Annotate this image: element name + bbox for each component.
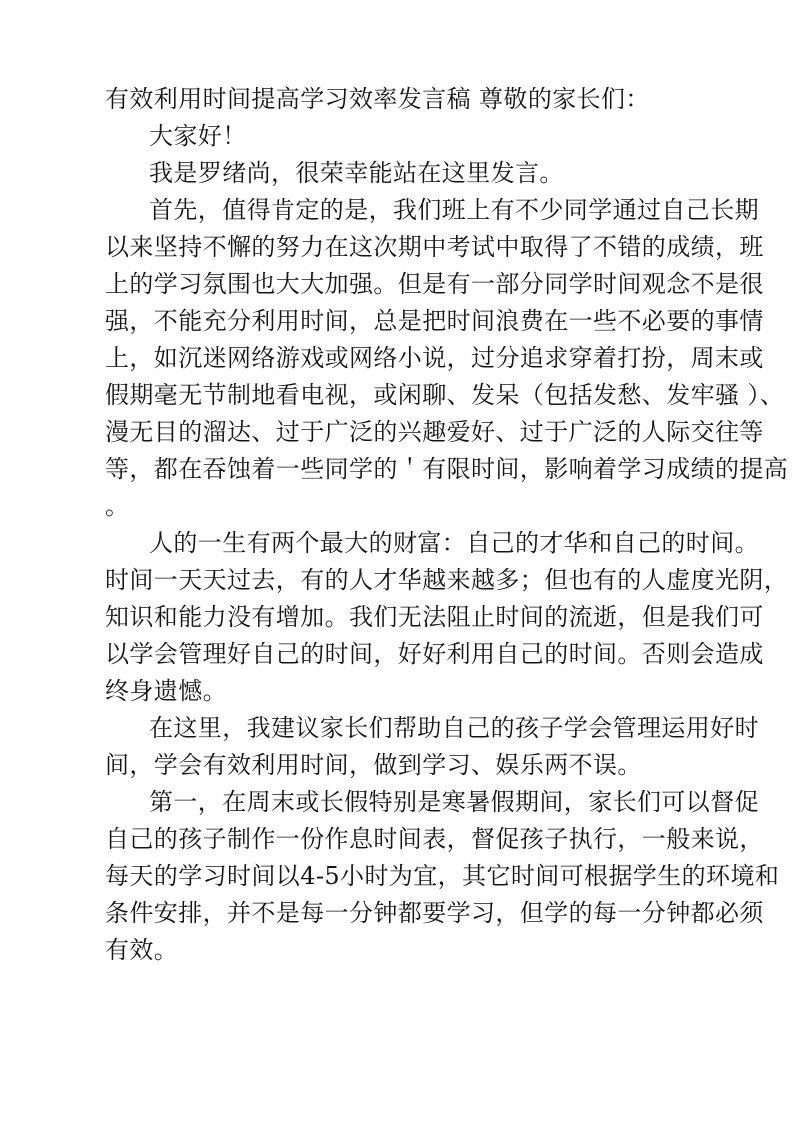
paragraph-line: 上的学习氛围也大大加强。但是有一部分同学时间观念不是很 [105,270,764,298]
document-title-line: 有效利用时间提高学习效率发言稿 尊敬的家长们： [105,85,650,113]
paragraph-line: 强，不能充分利用时间，总是把时间浪费在一些不必要的事情 [105,307,764,335]
paragraph-line: 终身遗憾。 [105,677,227,705]
paragraph-line: 第一，在周末或长假特别是寒暑假期间，家长们可以督促 [149,788,759,816]
paragraph-line: 人的一生有两个最大的财富：自己的才华和自己的时间。 [149,529,759,557]
document-body [105,81,789,969]
paragraph-line: 以来坚持不懈的努力在这次期中考试中取得了不错的成绩，班 [105,233,764,261]
paragraph-line: 条件安排，并不是每一分钟都要学习，但学的每一分钟都必须 [105,899,764,927]
paragraph-line: 时间一天天过去，有的人才华越来越多；但也有的人虚度光阴， [105,566,789,594]
paragraph-line: 首先，值得肯定的是，我们班上有不少同学通过自己长期 [149,196,759,224]
paragraph-line: 上，如沉迷网络游戏或网络小说，过分追求穿着打扮，周末或 [105,344,764,372]
paragraph-line: 每天的学习时间以4-5小时为宜，其它时间可根据学生的环境和 [105,862,780,890]
greeting-line: 大家好！ [149,122,247,150]
paragraph-line: 知识和能力没有增加。我们无法阻止时间的流逝，但是我们可 [105,603,764,631]
intro-line: 我是罗绪尚，很荣幸能站在这里发言。 [149,159,564,187]
paragraph-line: 有效。 [105,936,179,964]
paragraph-line: 在这里，我建议家长们帮助自己的孩子学会管理运用好时 [149,714,759,742]
paragraph-line: 间，学会有效利用时间，做到学习、娱乐两不误。 [105,751,642,779]
paragraph-line: 等，都在吞蚀着一些同学的＇有限时间，影响着学习成绩的提高 [105,455,789,483]
paragraph-line: 。 [105,492,130,520]
paragraph-line: 假期毫无节制地看电视，或闲聊、发呆（包括发愁、发牢骚 ）、 [105,381,785,409]
paragraph-line: 漫无目的溜达、过于广泛的兴趣爱好、过于广泛的人际交往等 [105,418,764,446]
paragraph-line: 自己的孩子制作一份作息时间表，督促孩子执行，一般来说， [105,825,764,853]
paragraph-line: 以学会管理好自己的时间，好好利用自己的时间。否则会造成 [105,640,764,668]
